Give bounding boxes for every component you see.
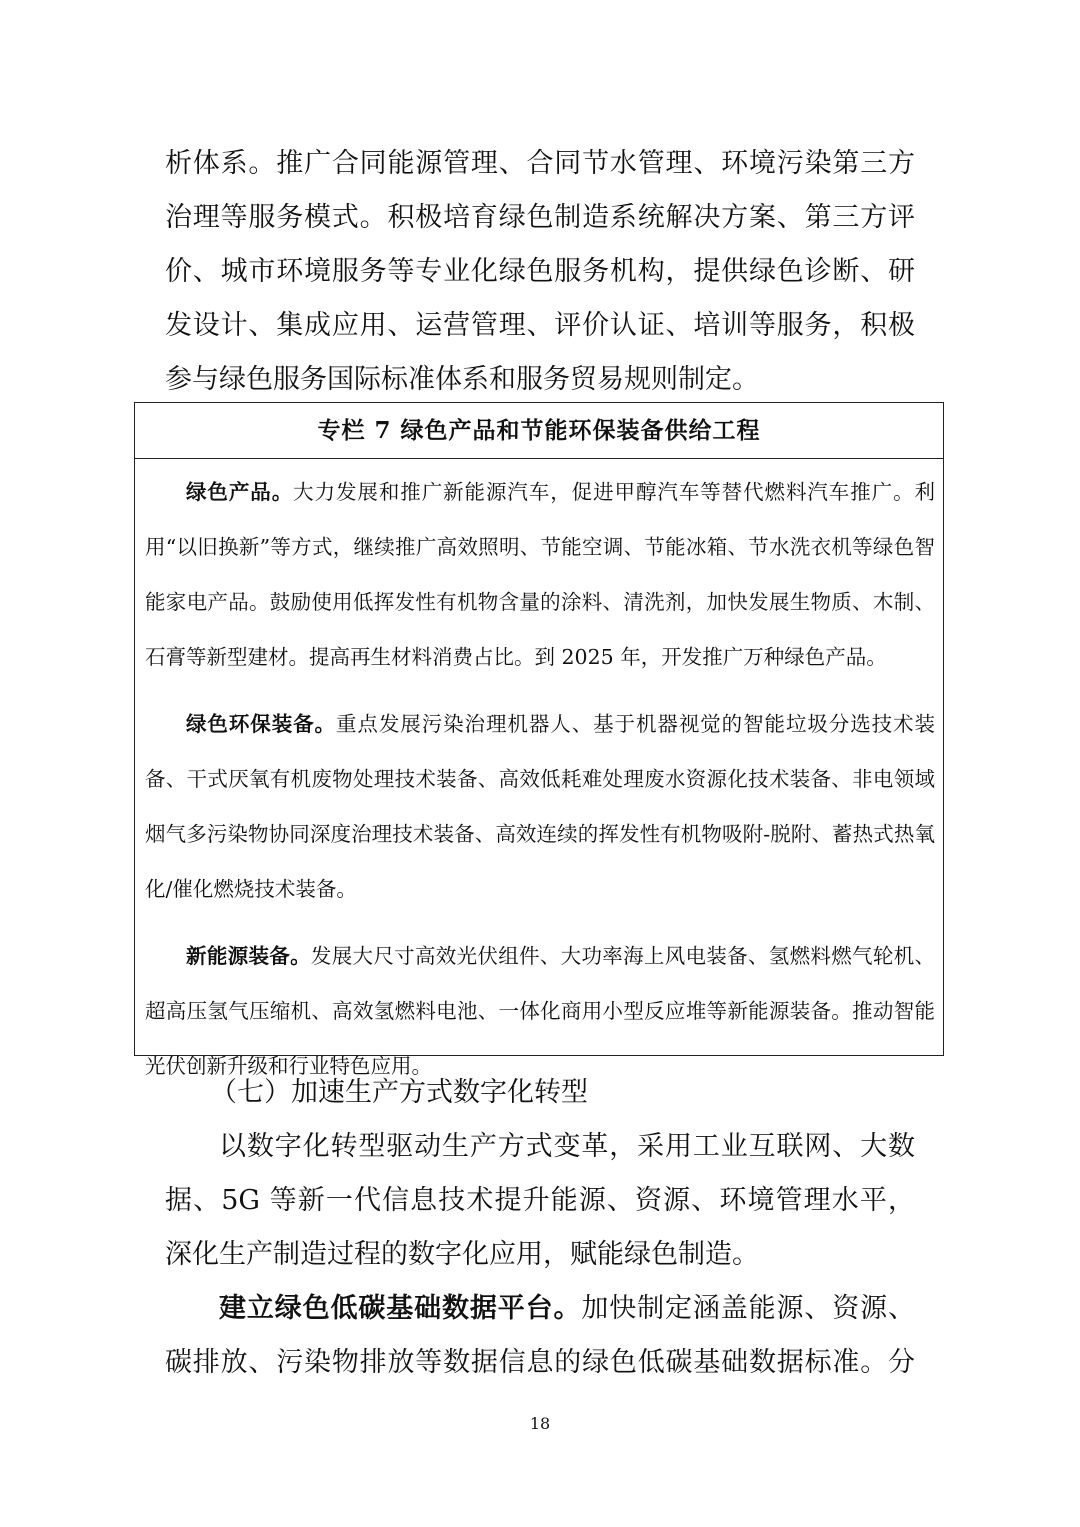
- box-text: 发展大尺寸高效光伏组件、大功率海上风电装备、氢燃料燃气轮机、超高压氢气压缩机、高效氢燃料电池、一体化商用小型反应堆等新能源装备。推动智能光伏创新升级和行业特色应用。: [145, 944, 936, 1078]
- feature-box: [134, 402, 944, 1078]
- box-lead: 绿色产品。: [186, 480, 294, 504]
- box-text: 重点发展污染治理机器人、基于机器视觉的智能垃圾分选技术装备、干式厌氧有机废物处理技术装备、高效低耗难处理废水资源化技术装备、非电领域烟气多污染物协同深度治理技术装备、高效连续的挥发性有机物吸附-脱附、蓄热式热氧化/催化燃烧技术装备。: [145, 712, 936, 901]
- text-line: [165, 1282, 915, 1336]
- text-line: 据、5G 等新一代信息技术提升能源、资源、环境管理水平，: [165, 1185, 915, 1216]
- text-line: 参与绿色服务国际标准体系和服务贸易规则制定。: [165, 364, 759, 395]
- box-paragraph-green-equipment: [145, 697, 935, 917]
- text-line: 碳排放、污染物排放等数据信息的绿色低碳基础数据标准。分: [165, 1347, 915, 1378]
- box-title: 专栏 7 绿色产品和节能环保装备供给工程: [135, 403, 943, 459]
- paragraph-lead: 建立绿色低碳基础数据平台。: [219, 1293, 582, 1324]
- page-number: 18: [529, 1414, 551, 1433]
- text-line: 发设计、集成应用、运营管理、评价认证、培训等服务，积极: [165, 310, 915, 341]
- text-line: 析体系。推广合同能源管理、合同节水管理、环境污染第三方: [165, 148, 915, 179]
- paragraph-text: 加快制定涵盖能源、资源、: [581, 1293, 915, 1324]
- box-lead: 新能源装备。: [186, 944, 311, 968]
- text-line: 深化生产制造过程的数字化应用，赋能绿色制造。: [165, 1239, 759, 1270]
- text-line: 治理等服务模式。积极培育绿色制造系统解决方案、第三方评: [165, 202, 915, 233]
- box-text: 大力发展和推广新能源汽车，促进甲醇汽车等替代燃料汽车推广。利用“以旧换新”等方式，继续推广高效照明、节能空调、节能冰箱、节水洗衣机等绿色智能家电产品。鼓励使用低挥发性有机物含量的涂料、清洗剂，加快发展生物质、木制、石膏等新型建材。提高再生材料消费占比。到 2025 年，开发推广万种绿色产品。: [145, 480, 936, 669]
- box-body: [145, 465, 935, 1106]
- text-line: 价、城市环境服务等专业化绿色服务机构，提供绿色诊断、研: [165, 256, 915, 287]
- box-paragraph-green-products: [145, 465, 935, 685]
- box-lead: 绿色环保装备。: [186, 712, 336, 736]
- text-line: 以数字化转型驱动生产方式变革，采用工业互联网、大数: [219, 1131, 915, 1162]
- section-heading: （七）加速生产方式数字化转型: [210, 1077, 588, 1108]
